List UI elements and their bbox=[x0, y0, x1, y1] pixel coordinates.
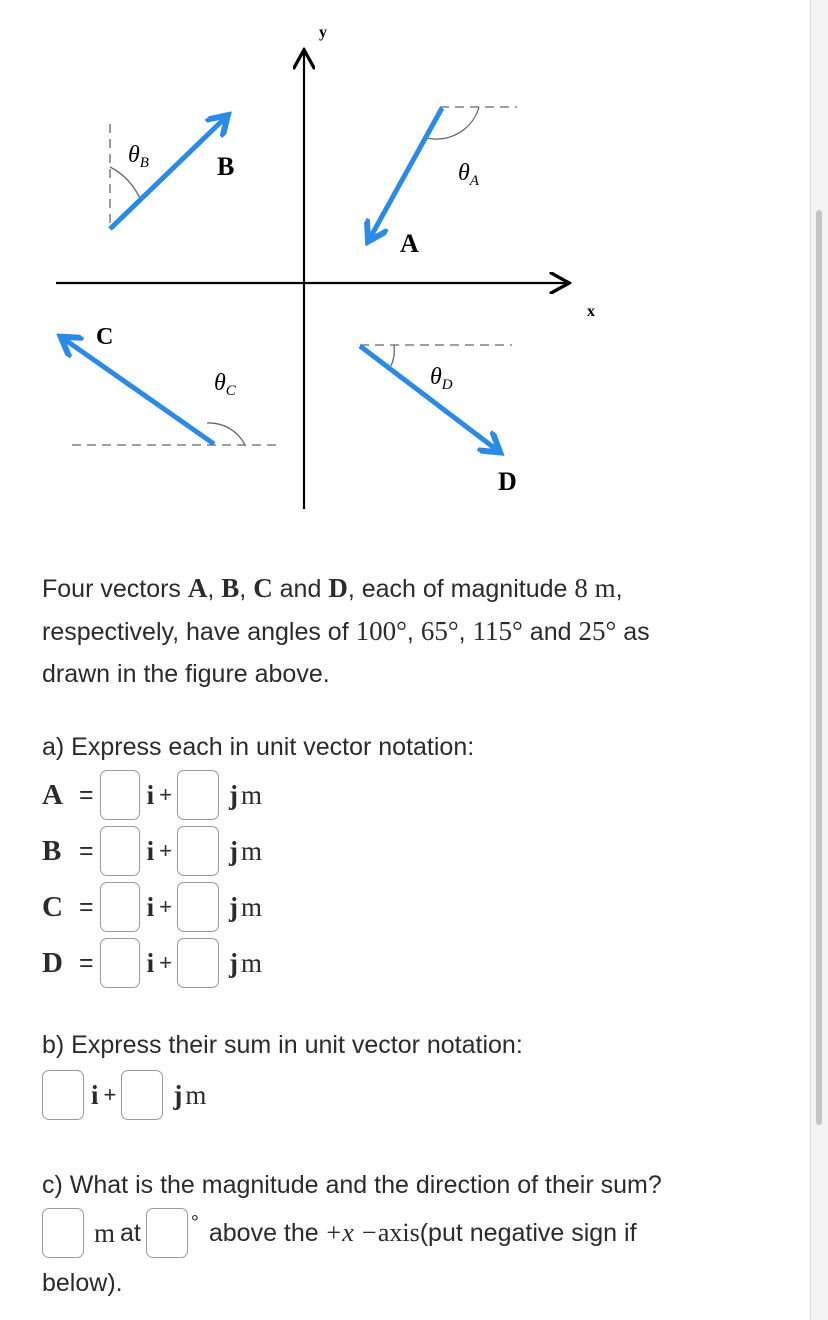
row-magnitude bbox=[42, 1208, 782, 1258]
vector-c-label: C bbox=[96, 324, 114, 350]
axis-word: axis bbox=[377, 1218, 420, 1247]
vector-b-arrow bbox=[110, 118, 225, 229]
unit-i: i bbox=[146, 835, 155, 866]
row-b-label: B bbox=[42, 834, 62, 867]
unit-m: m bbox=[94, 1217, 116, 1248]
unit-i: i bbox=[146, 891, 155, 922]
vector-d-label: D bbox=[498, 467, 517, 496]
sum-j-input[interactable] bbox=[121, 1070, 163, 1120]
equals-sign: = bbox=[79, 948, 94, 977]
part-c-prompt: c) What is the magnitude and the direction of their sum? bbox=[42, 1171, 662, 1199]
direction-input[interactable] bbox=[146, 1208, 188, 1258]
unit-m: m bbox=[240, 835, 262, 866]
equals-sign: = bbox=[79, 780, 94, 809]
unit-j: j bbox=[228, 779, 238, 810]
row-d-label: D bbox=[42, 946, 63, 979]
plus-sign: + bbox=[159, 782, 172, 807]
sum-i-input[interactable] bbox=[42, 1070, 84, 1120]
b-i-input[interactable] bbox=[100, 826, 140, 876]
row-c bbox=[42, 882, 262, 932]
angle-c-label: $\theta_C$ bbox=[214, 370, 236, 399]
angle-a-label: $\theta_A$ bbox=[458, 160, 479, 189]
d-i-input[interactable] bbox=[100, 938, 140, 988]
b-j-input[interactable] bbox=[177, 826, 219, 876]
plus-sign: + bbox=[103, 1082, 117, 1107]
row-b bbox=[42, 826, 262, 876]
arc-b bbox=[110, 167, 141, 201]
unit-j: j bbox=[228, 947, 238, 978]
above-text: above the bbox=[208, 1218, 319, 1247]
a-j-input[interactable] bbox=[177, 770, 219, 820]
vector-b-label: B bbox=[217, 152, 235, 181]
unit-m: m bbox=[240, 947, 262, 978]
y-axis-label: y bbox=[319, 24, 327, 41]
d-j-input[interactable] bbox=[177, 938, 219, 988]
unit-m: m bbox=[240, 891, 262, 922]
vector-a-arrow bbox=[370, 108, 442, 238]
arc-d bbox=[391, 345, 394, 366]
vector-c-arrow bbox=[64, 339, 214, 444]
unit-i: i bbox=[146, 947, 155, 978]
vector-d-arrow bbox=[360, 346, 497, 450]
vector-a-label: A bbox=[400, 229, 419, 258]
equals-sign: = bbox=[79, 836, 94, 865]
unit-m: m bbox=[240, 779, 262, 810]
c-i-input[interactable] bbox=[100, 882, 140, 932]
x-axis-label: x bbox=[587, 303, 595, 320]
scrollbar[interactable] bbox=[816, 210, 822, 1125]
c-j-input[interactable] bbox=[177, 882, 219, 932]
unit-j: j bbox=[228, 891, 238, 922]
angle-d-label: $\theta_D$ bbox=[430, 364, 453, 393]
angle-b-label: $\theta_B$ bbox=[128, 142, 149, 171]
row-a bbox=[42, 770, 262, 820]
row-a-label: A bbox=[42, 778, 63, 811]
vector-diagram bbox=[42, 12, 612, 535]
tail-text: (put negative sign if bbox=[419, 1218, 637, 1247]
unit-i: i bbox=[91, 1079, 99, 1110]
problem-statement: Four vectors A, B, C and D, each of magnitude 8 m, respectively, have angles of 100°, 65°, 115° and 25° as drawn in the figure above. bbox=[42, 573, 650, 688]
row-d bbox=[42, 938, 262, 988]
plus-sign: + bbox=[159, 894, 172, 919]
unit-j: j bbox=[173, 1079, 183, 1110]
plus-sign: + bbox=[159, 838, 172, 863]
unit-m: m bbox=[185, 1079, 207, 1110]
part-b-prompt: b) Express their sum in unit vector notation: bbox=[42, 1031, 523, 1059]
magnitude-input[interactable] bbox=[42, 1208, 84, 1258]
unit-j: j bbox=[228, 835, 238, 866]
vector-diagram-svg bbox=[42, 12, 612, 535]
equals-sign: = bbox=[79, 892, 94, 921]
unit-i: i bbox=[146, 779, 155, 810]
a-i-input[interactable] bbox=[100, 770, 140, 820]
at-text: at bbox=[120, 1218, 141, 1247]
degree-symbol: ° bbox=[190, 1211, 199, 1234]
part-c-tail: below). bbox=[42, 1269, 123, 1297]
row-sum bbox=[42, 1070, 206, 1120]
plus-sign: + bbox=[159, 950, 172, 975]
part-a-prompt: a) Express each in unit vector notation: bbox=[42, 733, 475, 761]
row-c-label: C bbox=[42, 890, 63, 923]
axis-math: +x − bbox=[324, 1218, 378, 1247]
